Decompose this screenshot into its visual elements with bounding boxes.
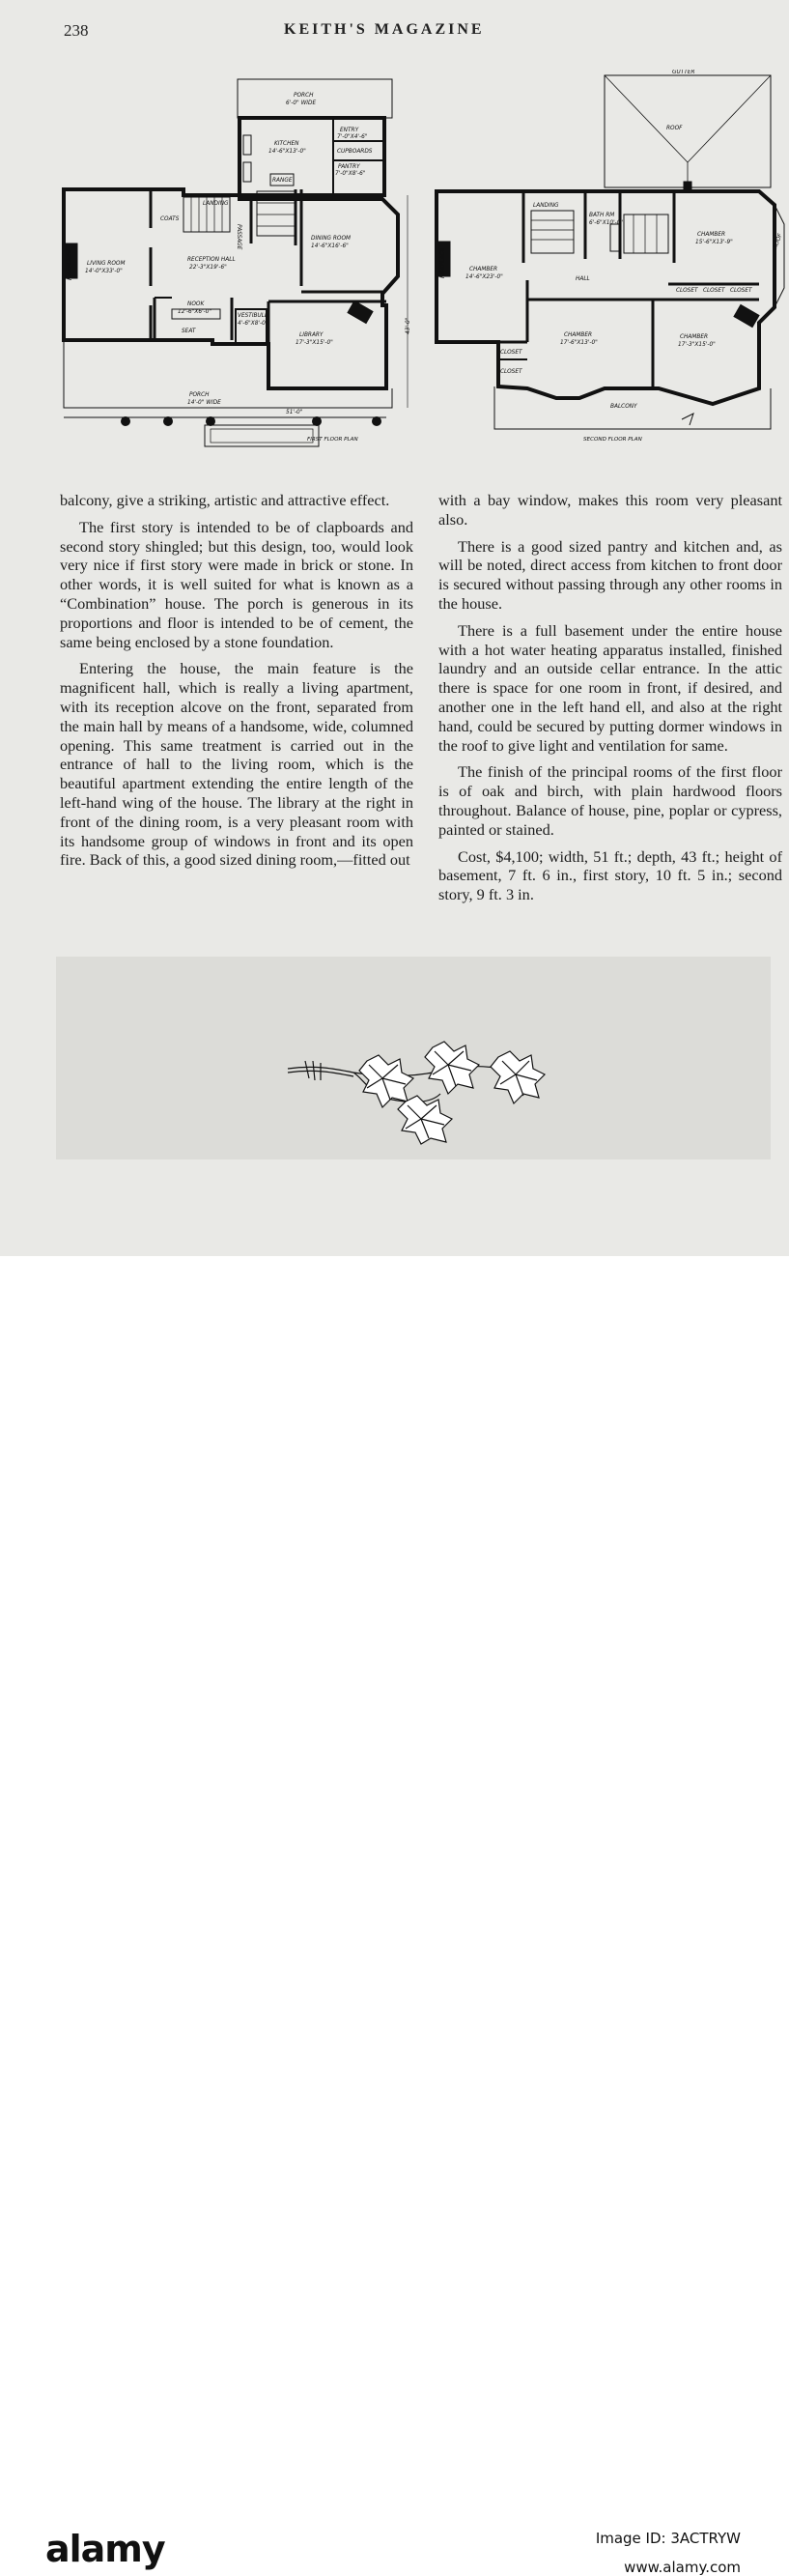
dim-chamber-front: 17'-6"X13'-0" — [560, 340, 598, 346]
second-floor-plan — [431, 70, 788, 446]
paragraph: Entering the house, the main feature is the magnificent hall, which is really a living apartment, with its reception alcove on the front, separated from the main hall by means of a handsome, wide, columned opening. This same treatment is carried out in the entrance of hall to the living room, which is the beautiful apartment extending the entire length of the left-hand wing of the house. The library at the right in front of the dining room, is a very pleasant room with its handsome group of windows in front and its open fire. Back of this, a good sized dining room,—fitted out — [60, 659, 413, 870]
paragraph: The finish of the principal rooms of the first floor is of oak and birch, with plain hardwood floors throughout. Balance of house, pine, poplar or cypress, painted or stained. — [438, 762, 782, 839]
dim-dining-room: 14'-6"X16'-6" — [311, 243, 349, 249]
label-closet-2: CLOSET — [703, 288, 725, 294]
first-floor-caption: FIRST FLOOR PLAN — [307, 437, 358, 443]
label-entry: ENTRY — [340, 128, 359, 133]
dim-pantry: 7'-0"X8'-6" — [335, 171, 366, 177]
label-roof-top: ROOF — [666, 126, 683, 131]
dim-vestibule: 4'-6"X8'-0" — [238, 321, 268, 327]
magazine-page — [0, 0, 789, 1256]
label-vestibule: VESTIBULE — [238, 313, 268, 319]
label-dining-room: DINING ROOM — [311, 236, 352, 242]
label-hall: HALL — [576, 276, 590, 282]
label-chamber-left: CHAMBER — [469, 267, 498, 272]
dim-entry: 7'-0"X4'-6" — [337, 134, 368, 140]
dim-living-room: 14'-0"X33'-0" — [85, 269, 123, 274]
paragraph: balcony, give a striking, artistic and attractive effect. — [60, 491, 390, 509]
label-pantry: PANTRY — [338, 164, 360, 170]
second-floor-caption: SECOND FLOOR PLAN — [583, 437, 642, 443]
label-coats: COATS — [160, 216, 180, 222]
label-library: LIBRARY — [299, 332, 324, 338]
label-chamber-right: CHAMBER — [680, 334, 709, 340]
label-closet-4: CLOSET — [500, 350, 522, 356]
dim-chamber-left: 14'-6"X23'-0" — [465, 274, 503, 280]
label-closet-3: CLOSET — [730, 288, 752, 294]
ivy-ornament-icon — [286, 1040, 556, 1151]
label-closet-1: CLOSET — [676, 288, 698, 294]
running-head: KEITH'S MAGAZINE — [284, 21, 485, 38]
stock-logo: alamy — [45, 2528, 165, 2570]
dim-porch-front: 14'-0" WIDE — [187, 400, 221, 406]
label-porch-front: PORCH — [189, 392, 210, 398]
label-balcony: BALCONY — [610, 404, 637, 410]
paragraph: The first story is intended to be of clapboards and second story shingled; but this design, too, would look very nice if first story were made in brick or stone. In other words, it is well suited for what is known as a “Combination” house. The porch is generous in its proportions and floor is intended to be of cement, the same being enclosed by a stone foundation. — [60, 517, 413, 651]
dim-chamber-right-top: 15'-6"X13'-9" — [695, 240, 733, 245]
label-kitchen: KITCHEN — [274, 141, 299, 147]
label-fireplace-2: FIREPLACE — [440, 247, 446, 278]
dim-reception-hall: 22'-3"X19'-6" — [189, 265, 227, 271]
paragraph: There is a good sized pantry and kitchen and, as will be noted, direct access from kitchen to front door is secured without passing through any other rooms in the house. — [438, 536, 782, 613]
dim-chamber-right: 17'-3"X15'-0" — [678, 342, 716, 348]
dim-porch-top: 6'-0" WIDE — [286, 100, 317, 106]
label-gutter: GUTTER — [672, 70, 695, 75]
dim-kitchen: 14'-6"X13'-0" — [268, 149, 306, 155]
paragraph: There is a full basement under the entire house with a hot water heating apparatus installed, finished laundry and an outside cellar entrance. In the attic there is space for one room in front, if desired, and another one in the left hand ell, and also at the right hand, could be secured by putting dormer windows in the roof to give light and ventilation for same. — [438, 620, 782, 755]
second-floor-plan-drawing — [431, 70, 788, 446]
label-landing: LANDING — [533, 203, 559, 209]
stock-footer — [0, 1256, 789, 2576]
label-nook: NOOK — [187, 301, 205, 307]
dim-library: 17'-3"X15'-0" — [296, 340, 333, 346]
article-left-column — [60, 491, 413, 877]
label-living-room: LIVING ROOM — [87, 261, 126, 267]
label-chamber-front: CHAMBER — [564, 332, 593, 338]
label-reception-hall: RECEPTION HALL — [187, 257, 236, 263]
label-porch-top: PORCH — [294, 93, 314, 99]
image-id: Image ID: 3ACTRYW — [595, 2530, 741, 2547]
dim-width: 51'-0" — [286, 410, 303, 415]
dim-bath-room: 6'-6"X10'-0" — [589, 220, 624, 226]
label-fireplace: FIREPLACE — [68, 249, 73, 280]
dim-nook: 12'-6"X6'-0" — [178, 309, 212, 315]
label-roof-side: ROOF — [773, 233, 784, 250]
label-chamber-right-top: CHAMBER — [697, 232, 726, 238]
label-closet-5: CLOSET — [500, 369, 522, 375]
article-right-column — [438, 491, 782, 912]
paragraph: Cost, $4,100; width, 51 ft.; depth, 43 ft.; height of basement, 7 ft. 6 in., first story, 10 ft. 5 in.; second story, 9 ft. 3 in. — [438, 846, 782, 904]
paragraph: with a bay window, makes this room very pleasant also. — [438, 491, 782, 529]
label-landing: LANDING — [203, 201, 229, 207]
label-seat: SEAT — [182, 329, 196, 334]
dim-depth: 43'-0" — [406, 317, 411, 334]
page-number: 238 — [64, 21, 89, 40]
label-bath-room: BATH RM — [589, 213, 615, 218]
first-floor-plan — [58, 73, 415, 450]
label-range: RANGE — [272, 178, 293, 184]
label-cupboards: CUPBOARDS — [337, 149, 373, 155]
first-floor-plan-drawing — [58, 73, 415, 450]
label-passage: PASSAGE — [236, 224, 241, 250]
stock-url[interactable]: www.alamy.com — [624, 2559, 741, 2576]
